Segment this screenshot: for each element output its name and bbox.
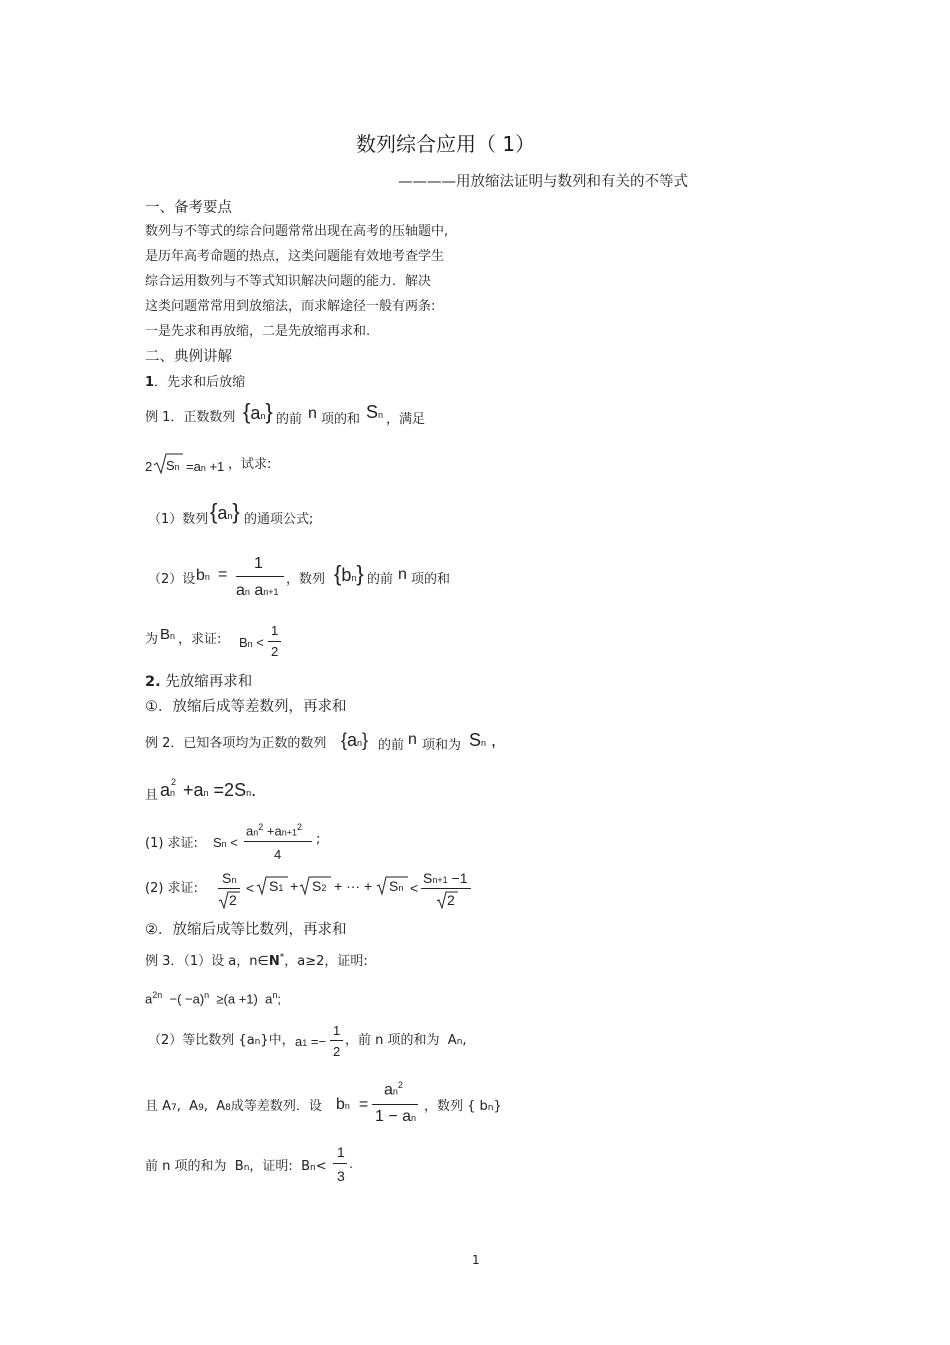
section2-heading: 二、典例讲解 [145, 349, 232, 365]
ex3-p3: 且 A7, A9, A8成等差数列．设 [145, 1099, 322, 1114]
ex1-q2b-num: 1 [271, 623, 279, 638]
fraction-bar [244, 841, 312, 842]
item2-heading: ②．放缩后成等比数列，再求和 [145, 922, 347, 938]
ex2-line2-rhs: +an =2Sn. [183, 780, 257, 800]
section1-line-4: 这类问题常常用到放缩法，而求解途径一般有两条: [145, 299, 436, 314]
ex1-q1-tail: 的通项公式; [244, 512, 314, 527]
ex3-final-num: 1 [337, 1144, 345, 1160]
ex2-p2-lt2: < [410, 880, 419, 896]
ex1-q2-b: bn [196, 567, 210, 584]
ex1-q2-tail2: 项的和 [411, 572, 451, 587]
ex2-p2-rnum: Sn+1 −1 [423, 870, 468, 886]
fraction-bar [236, 576, 284, 577]
ex1-text-a: 的前 [276, 412, 303, 427]
ex1-text-c: ，满足 [386, 412, 426, 427]
ex1-q2-eq: = [218, 566, 228, 583]
ex2-p2-S2: S2 [312, 878, 327, 894]
ex3-p2-tail: ，前 n 项的和为 An, [345, 1033, 467, 1048]
section1-line-5: 一是先求和再放缩，二是先放缩再求和. [145, 324, 371, 339]
ex1-S: Sn [366, 402, 384, 422]
fraction-bar [421, 888, 471, 889]
ex1-cond-formula: 2 [145, 459, 153, 474]
ex2-line2-sup: 2 [171, 777, 177, 787]
ex2-n: n [408, 731, 417, 748]
ex2-p2: (2) 求证: [145, 881, 198, 896]
ex1-text-b: 项的和 [321, 412, 361, 427]
ex2-p1-lhs: Sn < [213, 835, 238, 850]
ex2-p1-num: $an^2 +an+1^2$ [246, 822, 302, 839]
ex1-cond-tail: ，试求: [228, 457, 272, 472]
ex3-bn-num: $an^2$ [384, 1080, 403, 1099]
ex1-q2-tail: 的前 [367, 572, 394, 587]
ex2-p2-plus1: + [290, 878, 299, 894]
ex3-a1-den: 2 [333, 1044, 341, 1059]
ex3-label: 例 3．（1）设 a，n∈N*，a≥2，证明: [145, 952, 368, 969]
ex2-text-a: 的前 [378, 738, 405, 753]
section1-line-3: 综合运用数列与不等式知识解决问题的能力．解决 [145, 274, 432, 289]
item1-heading: ①．放缩后成等差数列，再求和 [145, 699, 347, 715]
ex1-cond-rhs: =an +1 [186, 459, 225, 474]
ex2-line2-formula: an [160, 780, 176, 800]
ex1-q2b-B: Bn [160, 626, 176, 643]
ex2-p2-S1: S1 [269, 878, 284, 894]
ex1-q2b-lhs: Bn < [239, 635, 264, 650]
ex3-p2: （2）等比数列 {an}中， [148, 1033, 295, 1048]
ex3-ineq: $a^{2n}$ −( −a)$^n$ ≥(a +1) $a^n$; [145, 990, 281, 1007]
ex2-p2-lden: 2 [229, 892, 237, 908]
section1-line-1: 数列与不等式的综合问题常常出现在高考的压轴题中, [145, 224, 449, 239]
ex2-label: 例 2．已知各项均为正数的数列 [145, 736, 327, 751]
page-title: 数列综合应用（ 1） [356, 132, 536, 156]
ex2-p2-dots: + ··· + [334, 878, 373, 894]
ex1-q2b-den: 2 [271, 644, 279, 659]
ex1-q2: （2）设 [148, 572, 196, 587]
ex1-q2-num: 1 [254, 555, 263, 572]
ex3-p4: 前 n 项的和为 Bn，证明: Bn< [145, 1159, 327, 1174]
section1-heading: 一、备考要点 [145, 200, 232, 216]
ex2-p2-Sn: Sn [389, 878, 404, 894]
ex3-p3-tail: ，数列 { bn} [424, 1099, 502, 1114]
page-number: 1 [472, 1253, 480, 1267]
ex1-cond-S: Sn [166, 458, 180, 473]
ex1-q1: （1）数列 [148, 512, 209, 527]
ex2-S: Sn , [469, 730, 497, 750]
ex2-p1-semi: ; [316, 832, 321, 847]
ex1-seq-a: {an} [243, 399, 273, 424]
sub2-heading: 2. 先放缩再求和 [145, 674, 253, 690]
fraction-bar [268, 641, 281, 642]
section1-line-2: 是历年高考命题的热点，这类问题能有效地考查学生 [145, 249, 445, 264]
ex3-final-den: 3 [337, 1168, 345, 1184]
ex1-q2-mid: ，数列 [286, 572, 326, 587]
ex2-p2-lt1: < [246, 880, 255, 896]
ex1-q2b: 为 [145, 632, 159, 647]
fraction-bar [372, 1104, 418, 1105]
ex2-seq: {an} [341, 730, 369, 750]
fraction-bar [330, 1040, 343, 1041]
ex2-text-b: 项和为 [422, 738, 462, 753]
fraction-bar [218, 888, 240, 889]
ex3-a1-num: 1 [333, 1023, 341, 1038]
ex3-bn: bn = [336, 1096, 369, 1113]
ex2-line2-prefix: 且 [145, 788, 159, 803]
ex3-a1: a1 =− [295, 1034, 327, 1049]
sub1-heading: 1．先求和后放缩 [145, 375, 246, 390]
ex1-q2-n: n [398, 566, 407, 583]
page-subtitle: ————用放缩法证明与数列和有关的不等式 [398, 174, 688, 190]
ex2-p2-rden: 2 [447, 892, 455, 908]
ex1-n: n [308, 405, 317, 422]
ex1-q2-den: an an+1 [236, 582, 279, 599]
ex3-final-dot: . [349, 1155, 353, 1171]
ex1-q1-seq: {an} [210, 499, 240, 524]
ex1-label: 例 1．正数数列 [145, 410, 236, 425]
ex2-p2-lnum: Sn [222, 870, 237, 886]
ex3-bn-den: 1 − an [375, 1108, 417, 1125]
ex1-q2b-mid: ，求证: [178, 632, 222, 647]
ex2-p1: (1) 求证: [145, 836, 198, 851]
ex1-q2-seq: {bn} [334, 561, 364, 586]
fraction-bar [333, 1163, 347, 1164]
ex2-p1-den: 4 [274, 847, 282, 862]
